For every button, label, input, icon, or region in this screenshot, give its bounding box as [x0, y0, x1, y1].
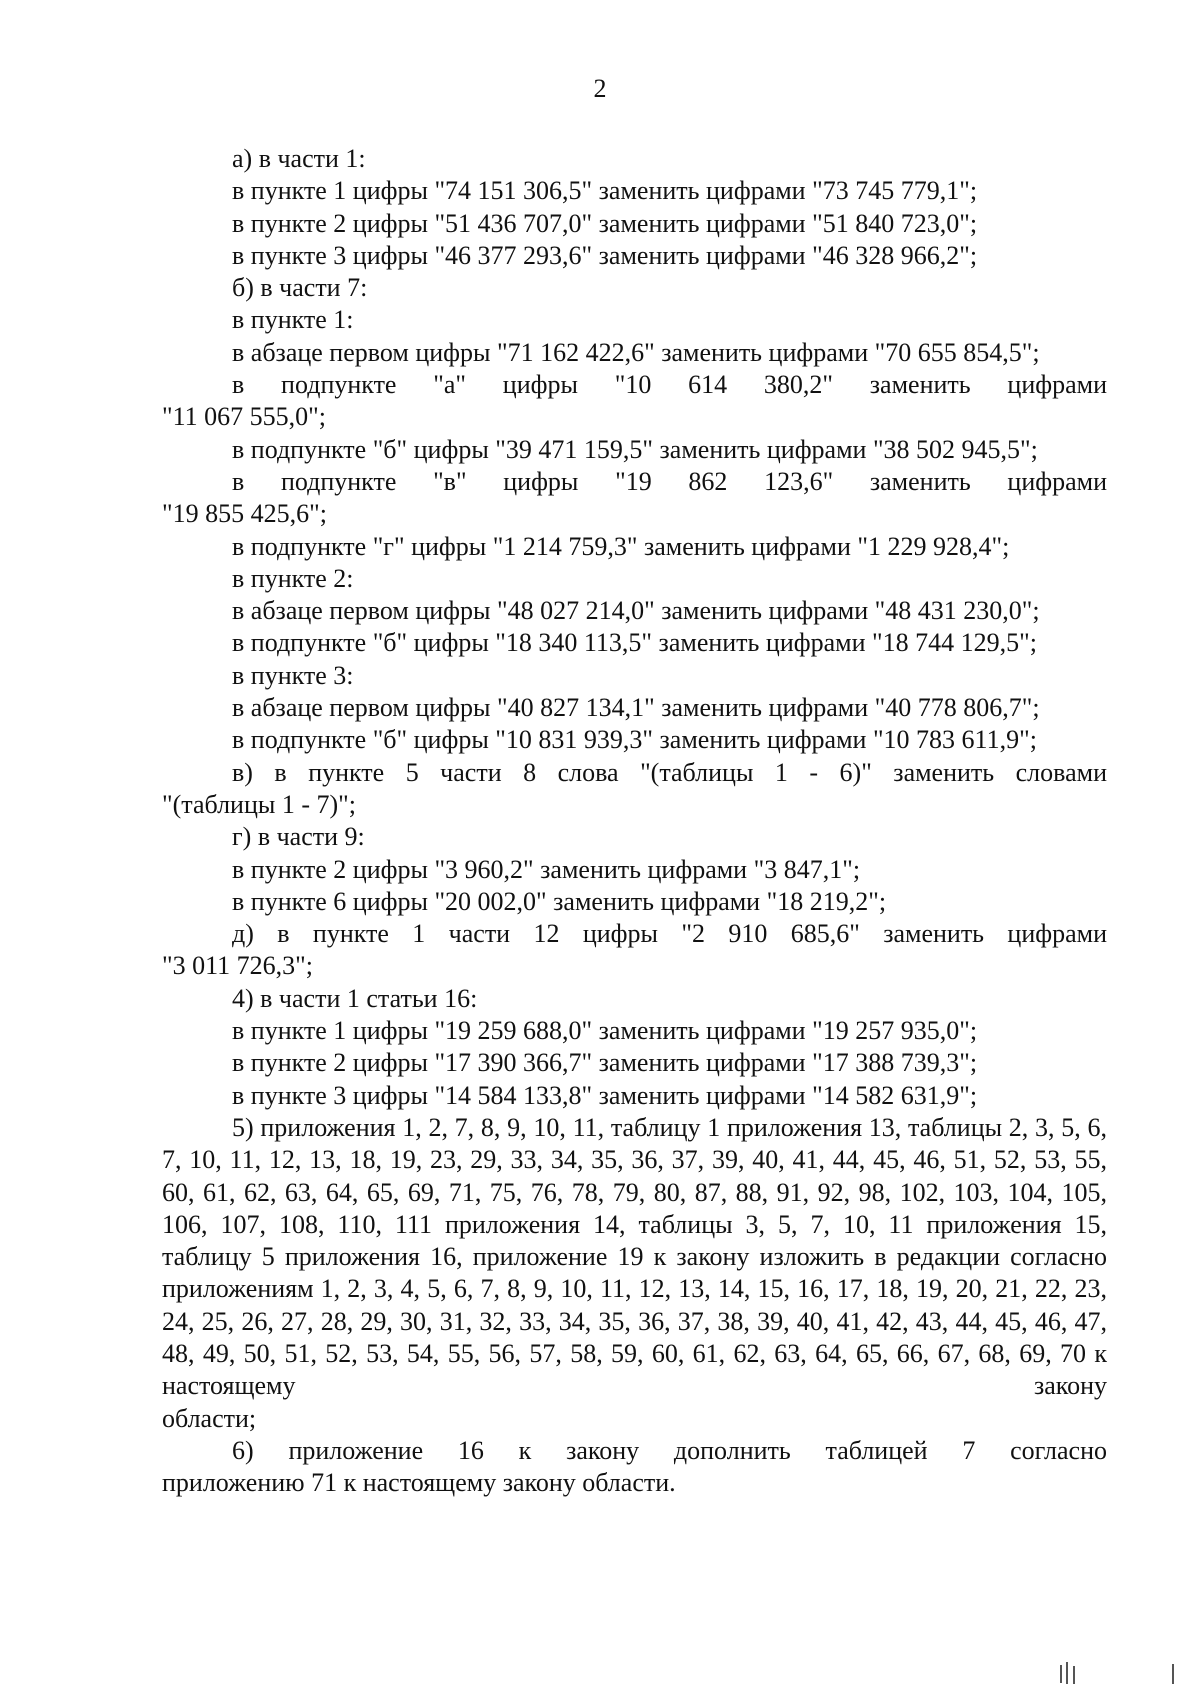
text-line: в подпункте "в" цифры "19 862 123,6" заменить цифрами [232, 466, 1107, 496]
text-line: в абзаце первом цифры "40 827 134,1" заменить цифрами "40 778 806,7"; [232, 693, 1040, 723]
text-line: в пункте 2: [232, 563, 354, 593]
text-line: в пункте 6 цифры "20 002,0" заменить цифрами "18 219,2"; [232, 886, 887, 916]
text-line: б) в части 7: [232, 273, 368, 303]
text-line: в пункте 2 цифры "17 390 366,7" заменить цифрами "17 388 739,3"; [232, 1048, 978, 1078]
text-line: в пункте 1 цифры "19 259 688,0" заменить цифрами "19 257 935,0"; [232, 1016, 978, 1046]
text-line: в абзаце первом цифры "71 162 422,6" заменить цифрами "70 655 854,5"; [232, 337, 1040, 367]
text-line: г) в части 9: [232, 822, 365, 852]
text-line: в пункте 2 цифры "3 960,2" заменить цифрами "3 847,1"; [232, 854, 861, 884]
text-line: "3 011 726,3"; [162, 951, 313, 981]
scan-artifact [1073, 1666, 1075, 1684]
scan-artifact [1172, 1664, 1174, 1684]
text-line: "(таблицы 1 - 7)"; [162, 789, 356, 819]
text-line: в подпункте "б" цифры "39 471 159,5" заменить цифрами "38 502 945,5"; [232, 434, 1038, 464]
text-line: в подпункте "б" цифры "10 831 939,3" заменить цифрами "10 783 611,9"; [232, 725, 1037, 755]
text-line: в пункте 3 цифры "14 584 133,8" заменить цифрами "14 582 631,9"; [232, 1080, 978, 1110]
text-line: 4) в части 1 статьи 16: [232, 983, 478, 1013]
item-5-last-line: области; [162, 1403, 257, 1433]
text-line: "11 067 555,0"; [162, 402, 326, 432]
text-line: в подпункте "б" цифры "18 340 113,5" заменить цифрами "18 744 129,5"; [232, 628, 1037, 658]
document-body [162, 143, 1107, 1499]
text-line: в пункте 2 цифры "51 436 707,0" заменить цифрами "51 840 723,0"; [232, 208, 978, 238]
text-line: в) в пункте 5 части 8 слова "(таблицы 1 - 6)" заменить словами [232, 757, 1107, 787]
item-6-paragraph: 6) приложение 16 к закону дополнить таблицей 7 согласно [232, 1435, 1107, 1465]
text-line: в пункте 3 цифры "46 377 293,6" заменить цифрами "46 328 966,2"; [232, 240, 978, 270]
item-6-last-line: приложению 71 к настоящему закону области. [162, 1468, 676, 1498]
text-line: в пункте 1: [232, 305, 354, 335]
text-line: "19 855 425,6"; [162, 499, 327, 529]
text-line: в подпункте "а" цифры "10 614 380,2" заменить цифрами [232, 370, 1107, 400]
text-line: в абзаце первом цифры "48 027 214,0" заменить цифрами "48 431 230,0"; [232, 596, 1040, 626]
item-5-paragraph: 5) приложения 1, 2, 7, 8, 9, 10, 11, таблицу 1 приложения 13, таблицы 2, 3, 5, 6, 7, 10, 11, 12, 13, 18, 19, 23, 29, 33, 34, 35, 36, 37, 39, 40, 41, 44, 45, 46, 51, 52, 53, 55, 60, 61, 62, 63, 64, 65, 69, 71, 75, 76, 78, 79, 80, 87, 88, 91, 92, 98, 102, 103, 104, 105, 106, 107, 108, 110, 111 приложения 14, таблицы 3, 5, 7, 10, 11 приложения 15, таблицу 5 приложения 16, приложение 19 к закону изложить в редакции согласно приложениям 1, 2, 3, 4, 5, 6, 7, 8, 9, 10, 11, 12, 13, 14, 15, 16, 17, 18, 19, 20, 21, 22, 23, 24, 25, 26, 27, 28, 29, 30, 31, 32, 33, 34, 35, 36, 37, 38, 39, 40, 41, 42, 43, 44, 45, 46, 47, 48, 49, 50, 51, 52, 53, 54, 55, 56, 57, 58, 59, 60, 61, 62, 63, 64, 65, 66, 67, 68, 69, 70 к настоящему закону [162, 1112, 1107, 1401]
text-line: в пункте 3: [232, 660, 354, 690]
text-line: в пункте 1 цифры "74 151 306,5" заменить цифрами "73 745 779,1"; [232, 176, 978, 206]
scan-artifact [1060, 1665, 1062, 1683]
text-line: д) в пункте 1 части 12 цифры "2 910 685,6" заменить цифрами [232, 919, 1107, 949]
scan-artifact [1066, 1662, 1068, 1684]
text-line: а) в части 1: [232, 144, 366, 173]
page-number: 2 [593, 74, 607, 103]
text-line: в подпункте "г" цифры "1 214 759,3" заменить цифрами "1 229 928,4"; [232, 531, 1010, 561]
